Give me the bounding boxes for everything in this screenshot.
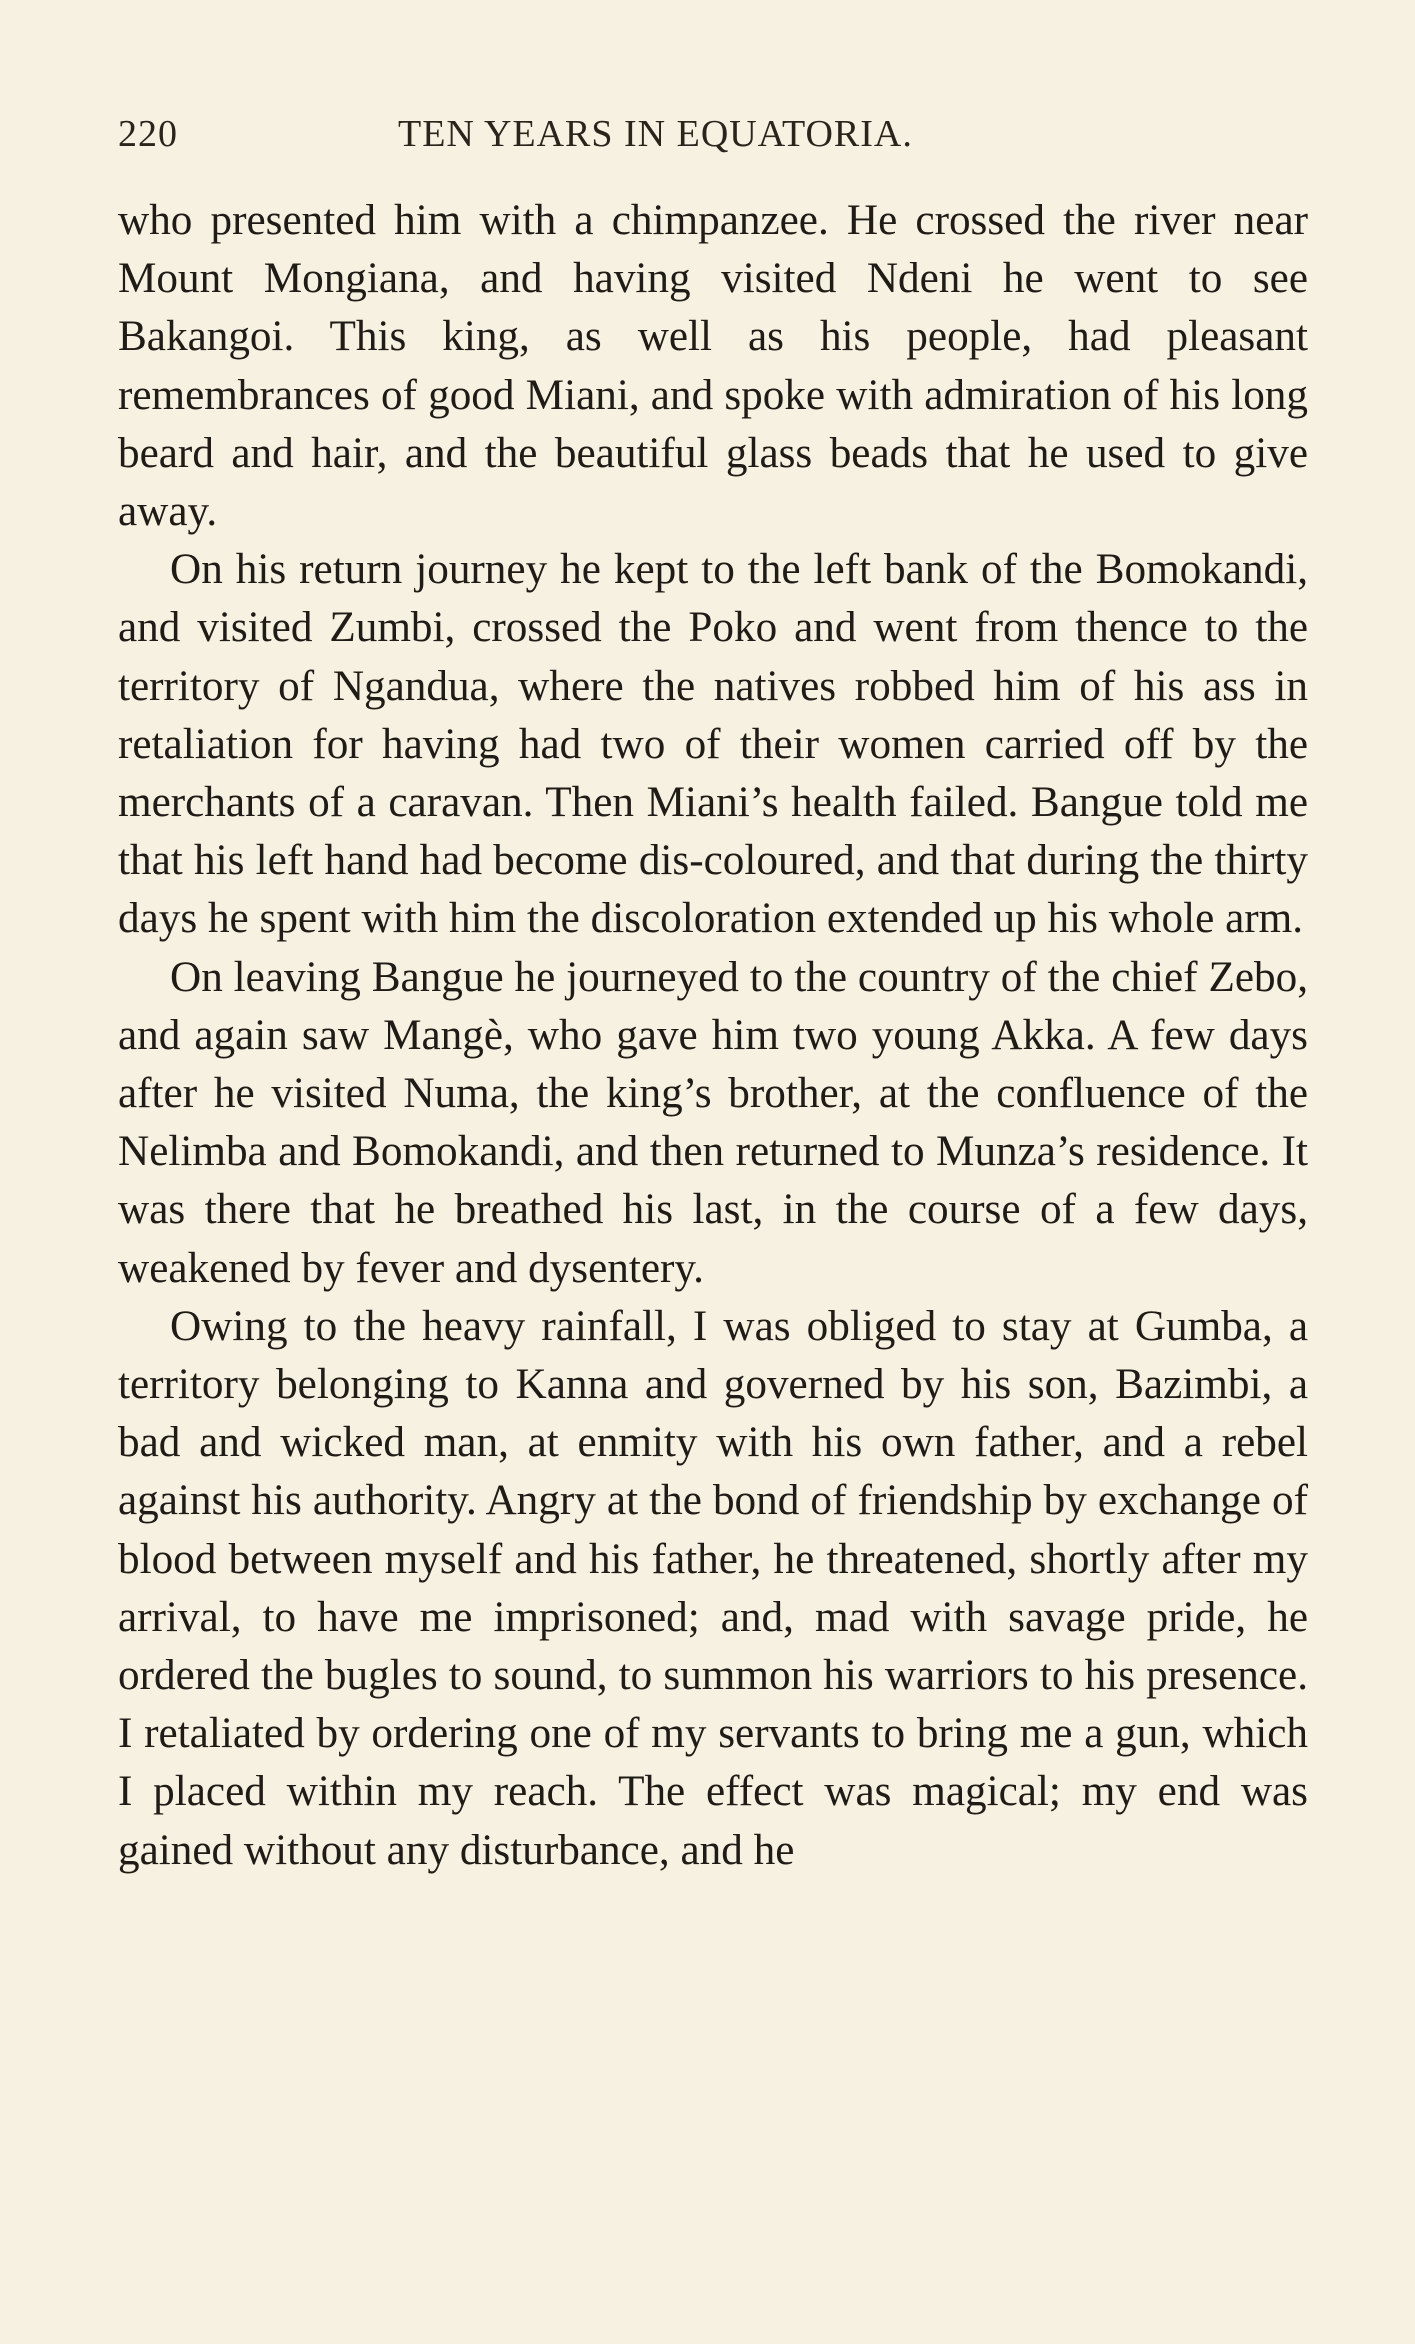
- page-header: [118, 112, 1308, 162]
- page-number: 220: [118, 113, 178, 155]
- running-title: TEN YEARS IN EQUATORIA.: [398, 113, 913, 155]
- paragraph-continued: who presented him with a chimpanzee. He crossed the river near Mount Mongiana, and having visited Ndeni he went to see Bakangoi. This king, as well as his people, had pleasant remembrances of good Miani, and spoke with admiration of his long beard and hair, and the beautiful glass beads that he used to give away.: [118, 197, 1308, 536]
- paragraph-leaving-bangue: On leaving Bangue he journeyed to the country of the chief Zebo, and again saw Mangè, who gave him two young Akka. A few days after he visited Numa, the king’s brother, at the confluence of the Nelimba and Bomokandi, and then returned to Munza’s residence. It was there that he breathed his last, in the course of a few days, weakened by fever and dysentery.: [118, 953, 1308, 1292]
- page-body-text: [118, 192, 1308, 1880]
- paragraph-return-journey: On his return journey he kept to the left bank of the Bomokandi, and visited Zumbi, crossed the Poko and went from thence to the territory of Ngandua, where the natives robbed him of his ass in retaliation for having had two of their women carried off by the merchants of a caravan. Then Miani’s health failed. Bangue told me that his left hand had become dis-coloured, and that during the thirty days he spent with him the discoloration extended up his whole arm.: [118, 546, 1308, 943]
- paragraph-gumba-rainfall: Owing to the heavy rainfall, I was obliged to stay at Gumba, a territory belonging to Kanna and governed by his son, Bazimbi, a bad and wicked man, at enmity with his own father, and a rebel against his authority. Angry at the bond of friendship by exchange of blood between myself and his father, he threatened, shortly after my arrival, to have me imprisoned; and, mad with savage pride, he ordered the bugles to sound, to summon his warriors to his presence. I retaliated by ordering one of my servants to bring me a gun, which I placed within my reach. The effect was magical; my end was gained without any disturbance, and he: [118, 1302, 1308, 1874]
